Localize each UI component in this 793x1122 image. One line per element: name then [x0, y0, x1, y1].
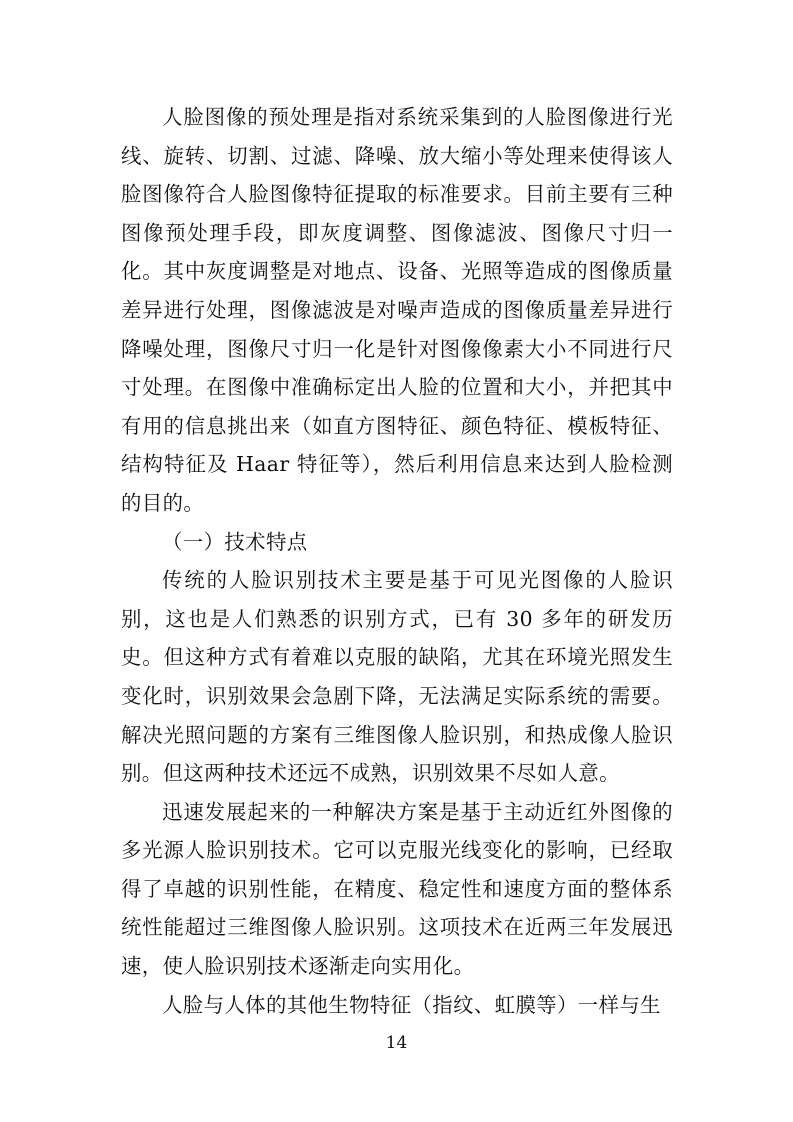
- page-number: 14: [385, 1033, 408, 1053]
- section-heading-technical-features: （一）技术特点: [162, 529, 308, 554]
- paragraph-biometric-features: 人脸与人体的其他生物特征（指纹、虹膜等）一样与生: [162, 992, 661, 1017]
- document-body: [121, 98, 673, 1024]
- paragraph-visible-light-recognition: 传统的人脸识别技术主要是基于可见光图像的人脸识别，这也是人们熟悉的识别方式，已有 30 多年的研发历史。但这种方式有着难以克服的缺陷，尤其在环境光照发生变化时，识别效果会急剧下降，无法满足实际系统的需要。解决光照问题的方案有三维图像人脸识别，和热成像人脸识别。但这两种技术还远不成熟，识别效果不尽如人意。: [121, 568, 673, 786]
- paragraph-near-infrared-solution: 迅速发展起来的一种解决方案是基于主动近红外图像的多光源人脸识别技术。它可以克服光线变化的影响，已经取得了卓越的识别性能，在精度、稳定性和速度方面的整体系统性能超过三维图像人脸识别。这项技术在近两三年发展迅速，使人脸识别技术逐渐走向实用化。: [121, 799, 673, 979]
- paragraph-face-preprocessing: 人脸图像的预处理是指对系统采集到的人脸图像进行光线、旋转、切割、过滤、降噪、放大缩小等处理来使得该人脸图像符合人脸图像特征提取的标准要求。目前主要有三种图像预处理手段，即灰度调整、图像滤波、图像尺寸归一化。其中灰度调整是对地点、设备、光照等造成的图像质量差异进行处理，图像滤波是对噪声造成的图像质量差异进行降噪处理，图像尺寸归一化是针对图像像素大小不同进行尺寸处理。在图像中准确标定出人脸的位置和大小，并把其中有用的信息挑出来（如直方图特征、颜色特征、模板特征、结构特征及 Haar 特征等），然后利用信息来达到人脸检测的目的。: [121, 105, 673, 515]
